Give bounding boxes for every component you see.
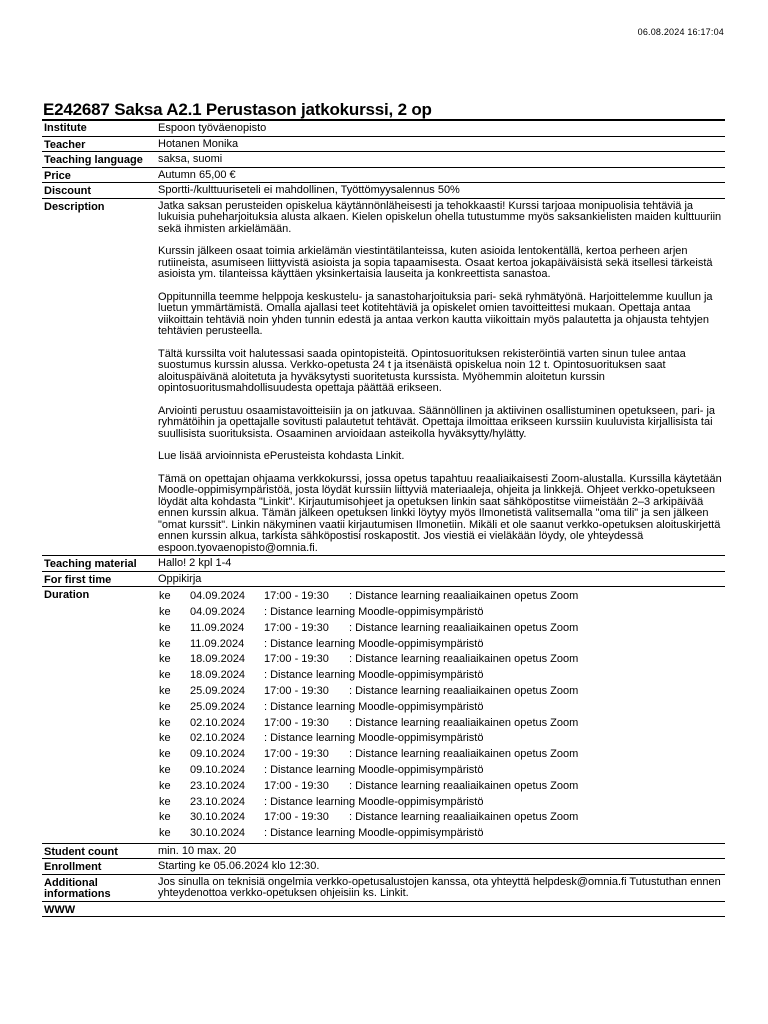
- session-details: [264, 749, 725, 761]
- session-day: ke: [159, 795, 171, 808]
- session-row: [158, 747, 725, 763]
- session-time: 17:00 - 19:30: [264, 811, 329, 824]
- session-row: [158, 684, 725, 700]
- session-row: [158, 731, 725, 747]
- session-info: : Distance learning Moodle-oppimisympäristö: [264, 605, 484, 618]
- teaching-language-label: Teaching language: [44, 154, 143, 166]
- teaching-material-value: Hallo! 2 kpl 1-4: [158, 557, 232, 569]
- session-time: 17:00 - 19:30: [264, 779, 329, 792]
- session-info: : Distance learning Moodle-oppimisympäristö: [264, 827, 484, 840]
- duration-sessions: [154, 587, 725, 843]
- session-details: [264, 828, 725, 840]
- duration-label: Duration: [44, 589, 90, 601]
- row-discount: [42, 183, 725, 199]
- description-paragraph: Tämä on opettajan ohjaama verkkokurssi, jossa opetus tapahtuu reaaliaikaisesti Zoom-alustalla. Kurssilla käytetään Moodle-oppimisympäristöä, josta löydät kurssiin liittyviä materiaaleja, ohjeita ja linkkejä. Ohjeet verkko-opetukseen löydät alta kohdasta "Linkit". Kirjautumisohjeet ja opetuksen linkin saat sähköpostitse viimeistään 2–3 arkipäivää ennen kurssin alkua. Tämän jälkeen opetuksen linkki löytyy myös Ilmonetistä valitsemalla "oma tili" ja sen jälkeen "omat kurssit". Linkin näkyminen vaatii kirjautumisen Ilmonetiin. Mikäli et ole saanut verkko-opetuksen aloituskirjettä ennen kurssin alkua, tarkista sähköpostisi roskapostit. Jos viestiä ei vieläkään löydy, ole yhteydessä espoon.tyovaenopisto@omnia.fi.: [158, 472, 722, 554]
- session-details: [264, 781, 725, 793]
- session-info: : Distance learning Moodle-oppimisympäristö: [264, 763, 484, 776]
- teaching-language-value: saksa, suomi: [158, 153, 223, 165]
- session-date: 04.09.2024: [190, 590, 246, 603]
- print-timestamp: 06.08.2024 16:17:04: [637, 27, 724, 37]
- www-label: WWW: [44, 903, 76, 916]
- discount-label: Discount: [44, 185, 92, 197]
- row-enrollment: [42, 859, 725, 875]
- session-day: ke: [159, 605, 171, 618]
- price-value: Autumn 65,00 €: [158, 168, 236, 181]
- session-details: [264, 686, 725, 698]
- session-row: [158, 794, 725, 810]
- additional-informations-label: Additional informations: [44, 876, 111, 901]
- session-info: : Distance learning Moodle-oppimisympäristö: [264, 795, 484, 808]
- session-day: ke: [159, 621, 171, 634]
- session-date: 09.10.2024: [190, 763, 246, 776]
- row-for-first-time: [42, 572, 725, 588]
- additional-informations-value: Jos sinulla on teknisiä ongelmia verkko-opetusalustojen kanssa, ota yhteyttä helpdesk@omnia.fi Tutustuthan ennen yhteydenottoa verkko-opetuksen ohjeisiin ks. Linkit.: [158, 875, 721, 900]
- row-duration: [42, 587, 725, 844]
- session-info: : Distance learning Moodle-oppimisympäristö: [264, 732, 484, 745]
- student-count-value: min. 10 max. 20: [158, 844, 237, 857]
- session-time: 17:00 - 19:30: [264, 748, 329, 761]
- enrollment-label: Enrollment: [44, 861, 102, 874]
- session-date: 23.10.2024: [190, 779, 246, 792]
- session-details: [264, 670, 725, 682]
- session-time: 17:00 - 19:30: [264, 653, 329, 666]
- session-date: 23.10.2024: [190, 795, 246, 808]
- session-details: [264, 765, 725, 777]
- session-row: [158, 810, 725, 826]
- session-details: [264, 623, 725, 635]
- session-day: ke: [159, 748, 171, 761]
- session-info: : Distance learning reaaliaikainen opetus Zoom: [349, 621, 579, 634]
- row-price: [42, 168, 725, 184]
- session-day: ke: [159, 732, 171, 745]
- session-day: ke: [159, 700, 171, 713]
- session-row: [158, 636, 725, 652]
- session-info: : Distance learning reaaliaikainen opetus Zoom: [349, 653, 579, 666]
- session-info: : Distance learning reaaliaikainen opetus Zoom: [349, 684, 579, 697]
- session-details: [264, 654, 725, 666]
- session-date: 18.09.2024: [190, 669, 246, 682]
- session-row: [158, 605, 725, 621]
- www-value: [154, 902, 725, 917]
- session-details: [264, 702, 725, 714]
- session-time: 17:00 - 19:30: [264, 621, 329, 634]
- session-row: [158, 779, 725, 795]
- description-paragraph: Oppitunnilla teemme helppoja keskustelu- ja sanastoharjoituksia pari- sekä ryhmätyönä. Harjoittelemme kuullun ja luetun ymmärtämistä. Omalla ajallasi teet kotitehtäviä ja opiskelet omien tavoitteittesi mukaan. Opettaja antaa viikoittain tehtäviä noin yhden tunnin edestä ja antaa verkon kautta viikoittain myös palautetta ja ohjausta tehtyjen tehtävien perusteella.: [158, 290, 713, 337]
- teaching-material-label: Teaching material: [44, 558, 137, 570]
- row-student-count: [42, 844, 725, 860]
- session-info: : Distance learning reaaliaikainen opetus Zoom: [349, 811, 579, 824]
- session-details: [264, 733, 725, 745]
- row-additional-informations: [42, 875, 725, 902]
- session-date: 25.09.2024: [190, 700, 246, 713]
- session-date: 30.10.2024: [190, 827, 246, 840]
- description-paragraph: Lue lisää arvioinnista ePerusteista kohdasta Linkit.: [158, 450, 405, 462]
- row-institute: [42, 121, 725, 137]
- row-teaching-material: [42, 556, 725, 572]
- student-count-label: Student count: [44, 845, 118, 858]
- row-www: [42, 902, 725, 918]
- teacher-value: Hotanen Monika: [158, 137, 239, 150]
- session-row: [158, 763, 725, 779]
- row-description: [42, 199, 725, 557]
- row-teaching-language: [42, 152, 725, 168]
- description-paragraph: Kurssin jälkeen osaat toimia arkielämän viestintätilanteissa, kuten asioida lentokentällä, kertoa perheen arjen rutiineista, asumiseen liittyvistä asioista ja sopia tapaamisesta. Osaat kertoa jokapäiväisistä sekä itsellesi tärkeistä asioista ym. tilanteissa käyttäen yksinkertaisia lauseita ja konkreettista sanastoa.: [158, 245, 713, 280]
- session-date: 02.10.2024: [190, 716, 246, 729]
- description-paragraph: Jatka saksan perusteiden opiskelua käytännönläheisesti ja tehokkaasti! Kurssi tarjoaa monipuolisia tehtäviä ja lukuisia puheharjoituksia alusta alkaen. Kielen opiskelun ohella tutustumme myös saksankielisten maiden kulttuuriin sekä ihmisten arkielämään.: [158, 199, 722, 235]
- session-date: 09.10.2024: [190, 748, 246, 761]
- session-details: [264, 591, 725, 603]
- enrollment-value: Starting ke 05.06.2024 klo 12:30.: [158, 860, 320, 873]
- session-row: [158, 826, 725, 842]
- session-day: ke: [159, 827, 171, 840]
- session-row: [158, 621, 725, 637]
- session-day: ke: [159, 779, 171, 792]
- description-paragraph: Arviointi perustuu osaamistavoitteisiin ja on jatkuvaa. Säännöllinen ja aktiivinen osallistuminen opetukseen, pari- ja ryhmätöihin ja opettajalle sovitusti palautetut tehtävät. Opettaja ilmoittaa erikseen kurssiin kuuluvista kirjallisista tai suullisista suorituksista. Osaaminen arvioidaan asteikolla hyväksytty/hylätty.: [158, 404, 716, 440]
- session-details: [264, 797, 725, 809]
- session-time: 17:00 - 19:30: [264, 716, 329, 729]
- session-date: 11.09.2024: [190, 637, 245, 650]
- session-time: 17:00 - 19:30: [264, 684, 329, 697]
- session-date: 02.10.2024: [190, 732, 246, 745]
- session-date: 11.09.2024: [190, 621, 245, 634]
- discount-value: Sportti-/kulttuuriseteli ei mahdollinen, Työttömyysalennus 50%: [158, 184, 460, 196]
- session-row: [158, 715, 725, 731]
- session-day: ke: [159, 669, 171, 682]
- session-day: ke: [159, 637, 171, 650]
- session-day: ke: [159, 590, 171, 603]
- session-time: 17:00 - 19:30: [264, 590, 329, 603]
- session-info: : Distance learning reaaliaikainen opetus Zoom: [349, 779, 579, 792]
- session-info: : Distance learning Moodle-oppimisympäristö: [264, 669, 484, 682]
- session-date: 25.09.2024: [190, 684, 246, 697]
- session-date: 18.09.2024: [190, 653, 246, 666]
- description-value: [154, 199, 725, 556]
- institute-value: Espoon työväenopisto: [158, 122, 267, 134]
- row-teacher: [42, 137, 725, 153]
- price-label: Price: [44, 169, 71, 182]
- session-details: [264, 812, 725, 824]
- description-paragraph: Tältä kurssilta voit halutessasi saada opintopisteitä. Opintosuorituksen rekisteröintiä varten sinun tulee antaa suostumus kurssin alussa. Verkko-opetusta 24 t ja itsenäistä opiskelua noin 12 t. Opintosuorituksen saat aloituspäivänä aloitetuta ja hyväksytysti suoritetusta kurssista. Myöhemmin aloitetun kurssin opintosuoritusmahdollisuudesta opettaja päättää erikseen.: [158, 347, 686, 394]
- session-info: : Distance learning Moodle-oppimisympäristö: [264, 637, 484, 650]
- session-details: [264, 718, 725, 730]
- course-title: E242687 Saksa A2.1 Perustason jatkokurssi, 2 op: [43, 100, 432, 119]
- for-first-time-label: For first time: [44, 573, 112, 586]
- session-day: ke: [159, 763, 171, 776]
- description-label: Description: [44, 200, 105, 213]
- session-details: [264, 607, 725, 619]
- teacher-label: Teacher: [44, 138, 86, 151]
- for-first-time-value: Oppikirja: [158, 572, 202, 585]
- session-info: : Distance learning Moodle-oppimisympäristö: [264, 700, 484, 713]
- session-details: [264, 639, 725, 651]
- course-info-table: [42, 119, 725, 917]
- session-row: [158, 700, 725, 716]
- session-day: ke: [159, 716, 171, 729]
- session-date: 04.09.2024: [190, 605, 246, 618]
- session-info: : Distance learning reaaliaikainen opetus Zoom: [349, 748, 579, 761]
- session-date: 30.10.2024: [190, 811, 246, 824]
- session-row: [158, 668, 725, 684]
- session-row: [158, 652, 725, 668]
- session-day: ke: [159, 811, 171, 824]
- session-info: : Distance learning reaaliaikainen opetus Zoom: [349, 590, 579, 603]
- session-day: ke: [159, 684, 171, 697]
- institute-label: Institute: [44, 122, 87, 134]
- session-row: [158, 589, 725, 605]
- session-day: ke: [159, 653, 171, 666]
- session-info: : Distance learning reaaliaikainen opetus Zoom: [349, 716, 579, 729]
